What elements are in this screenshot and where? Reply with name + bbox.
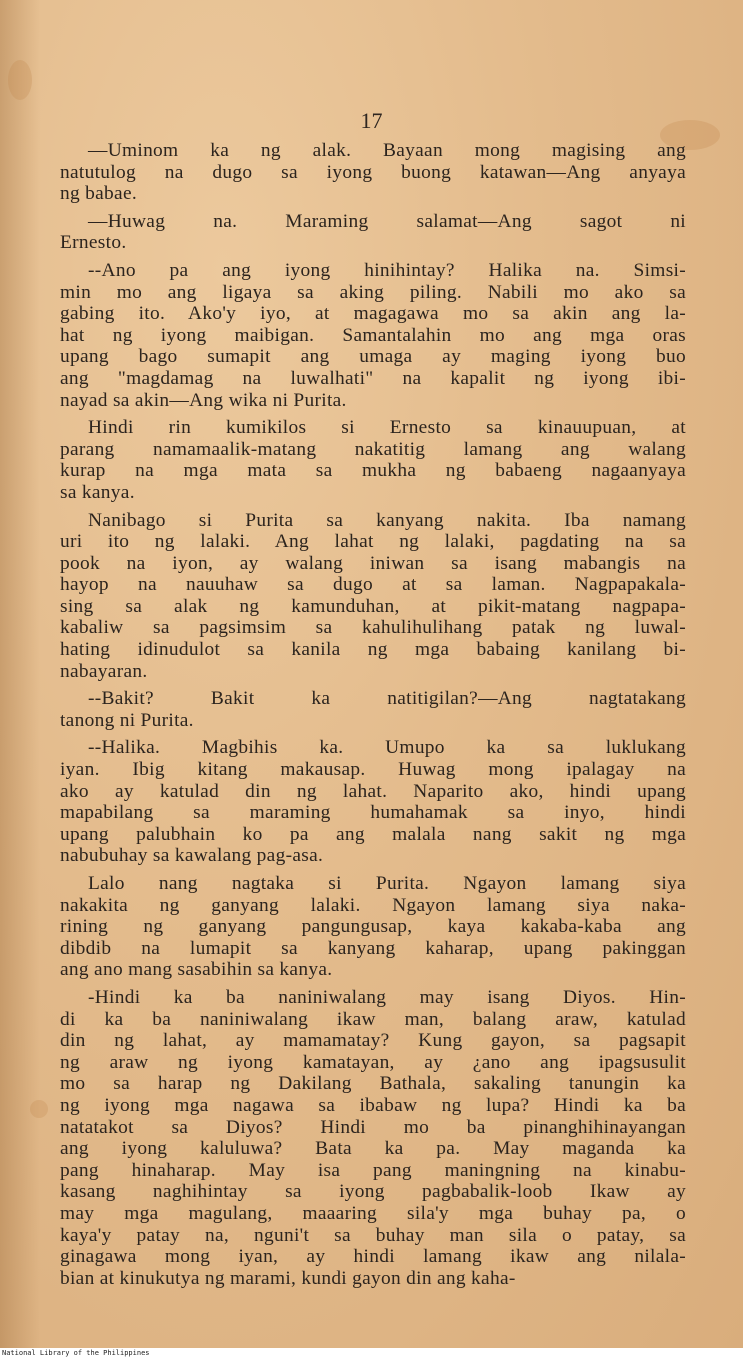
text-line: --Bakit? Bakit ka natitigilan?—Ang nagtatakang <box>88 688 686 710</box>
text-line: dibdib na lumapit sa kanyang kaharap, upang pakinggan <box>60 937 686 959</box>
text-line: natutulog na dugo sa iyong buong katawan—Ang anyaya <box>60 161 686 183</box>
text-line: mapabilang sa maraming humahamak sa inyo, hindi <box>60 802 686 824</box>
text-line: min mo ang ligaya sa aking piling. Nabili mo ako sa <box>60 281 686 303</box>
text-line: uri ito ng lalaki. Ang lahat ng lalaki, pagdating na sa <box>60 531 686 553</box>
paragraph <box>60 140 686 205</box>
text-line: ng iyong mga nagawa sa ibabaw ng lupa? Hindi ka ba <box>60 1094 686 1116</box>
text-line: pook na iyon, ay walang iniwan sa isang mabangis na <box>60 552 686 574</box>
text-line: upang bago sumapit ang umaga ay maging iyong buo <box>60 346 686 368</box>
text-line: tanong ni Purita. <box>60 709 194 731</box>
text-line: sing sa alak ng kamunduhan, at pikit-matang nagpapa- <box>60 595 686 617</box>
paragraph <box>60 510 686 683</box>
text-line: bian at kinukutya ng marami, kundi gayon din ang kaha- <box>60 1267 516 1289</box>
text-line: iyan. Ibig kitang makausap. Huwag mong ipalagay na <box>60 759 686 781</box>
text-line: nakakita ng ganyang lalaki. Ngayon lamang siya naka- <box>60 894 686 916</box>
text-line: gabing ito. Ako'y iyo, at magagawa mo sa akin ang la- <box>60 303 686 325</box>
text-line: nayad sa akin—Ang wika ni Purita. <box>60 389 347 411</box>
text-line: —Uminom ka ng alak. Bayaan mong magising ang <box>88 140 686 161</box>
paragraph <box>60 211 686 254</box>
text-line: ako ay katulad din ng lahat. Naparito ako, hindi upang <box>60 780 686 802</box>
text-line: mo sa harap ng Dakilang Bathala, sakaling tanungin ka <box>60 1073 686 1095</box>
text-line: upang palubhain ko pa ang malala nang sakit ng mga <box>60 823 686 845</box>
text-line: ginagawa mong iyan, ay hindi lamang ikaw ang nilala- <box>60 1246 686 1268</box>
library-credit: National Library of the Philippines <box>2 1349 150 1357</box>
page-edge-shadow <box>0 0 40 1348</box>
text-line: --Halika. Magbihis ka. Umupo ka sa luklukang <box>88 737 686 759</box>
text-line: Lalo nang nagtaka si Purita. Ngayon lamang siya <box>88 873 686 894</box>
paragraph <box>60 737 686 867</box>
paragraph <box>60 417 686 503</box>
text-line: kabaliw sa pagsimsim sa kahulihulihang patak ng luwal- <box>60 617 686 639</box>
text-line: kurap na mga mata sa mukha ng babaeng nagaanyaya <box>60 460 686 482</box>
paragraph <box>60 873 686 981</box>
text-line: pang hinaharap. May isa pang maningning na kinabu- <box>60 1159 686 1181</box>
page-number: 17 <box>360 108 383 133</box>
text-line: —Huwag na. Maraming salamat—Ang sagot ni <box>88 210 686 232</box>
text-line: hat ng iyong maibigan. Samantalahin mo ang mga oras <box>60 324 686 346</box>
text-line: hating idinudulot sa kanila ng mga babaing kanilang bi- <box>60 639 686 661</box>
page-body-text <box>60 140 686 1295</box>
paragraph <box>60 987 686 1289</box>
text-line: may mga magulang, maaaring sila'y mga buhay pa, o <box>60 1202 686 1224</box>
text-line: Hindi rin kumikilos si Ernesto sa kinauupuan, at <box>88 417 686 439</box>
text-line: sa kanya. <box>60 481 135 503</box>
text-line: natatakot sa Diyos? Hindi mo ba pinanghihinayangan <box>60 1116 686 1138</box>
text-line: parang namamaalik-matang nakatitig lamang ang walang <box>60 438 686 460</box>
text-line: kaya'y patay na, nguni't sa buhay man sila o patay, sa <box>60 1224 686 1246</box>
text-line: hayop na nauuhaw sa dugo at sa laman. Nagpapakala- <box>60 574 686 596</box>
text-line: ng babae. <box>60 183 137 205</box>
text-line: nabubuhay sa kawalang pag-asa. <box>60 845 324 867</box>
text-line: din ng lahat, ay mamamatay? Kung gayon, sa pagsapit <box>60 1030 686 1052</box>
text-line: Ernesto. <box>60 232 127 254</box>
text-line: kasang naghihintay sa iyong pagbabalik-loob Ikaw ay <box>60 1181 686 1203</box>
text-line: ang ano mang sasabihin sa kanya. <box>60 959 333 981</box>
text-line: nabayaran. <box>60 660 148 682</box>
paragraph <box>60 688 686 731</box>
text-line: ang iyong kaluluwa? Bata ka pa. May maganda ka <box>60 1138 686 1160</box>
text-line: ang "magdamag na luwalhati" na kapalit ng iyong ibi- <box>60 367 686 389</box>
text-line: di ka ba naniniwalang ikaw man, balang araw, katulad <box>60 1008 686 1030</box>
paper-stain <box>8 60 32 100</box>
paper-stain <box>30 1100 48 1118</box>
text-line: rining ng ganyang pangungusap, kaya kakaba-kaba ang <box>60 916 686 938</box>
text-line: -Hindi ka ba naniniwalang may isang Diyos. Hin- <box>88 986 686 1008</box>
text-line: Nanibago si Purita sa kanyang nakita. Iba namang <box>88 509 686 531</box>
paragraph <box>60 260 686 411</box>
text-line: ng araw ng iyong kamatayan, ay ¿ano ang ipagsusulit <box>60 1051 686 1073</box>
text-line: --Ano pa ang iyong hinihintay? Halika na. Simsi- <box>88 259 686 281</box>
